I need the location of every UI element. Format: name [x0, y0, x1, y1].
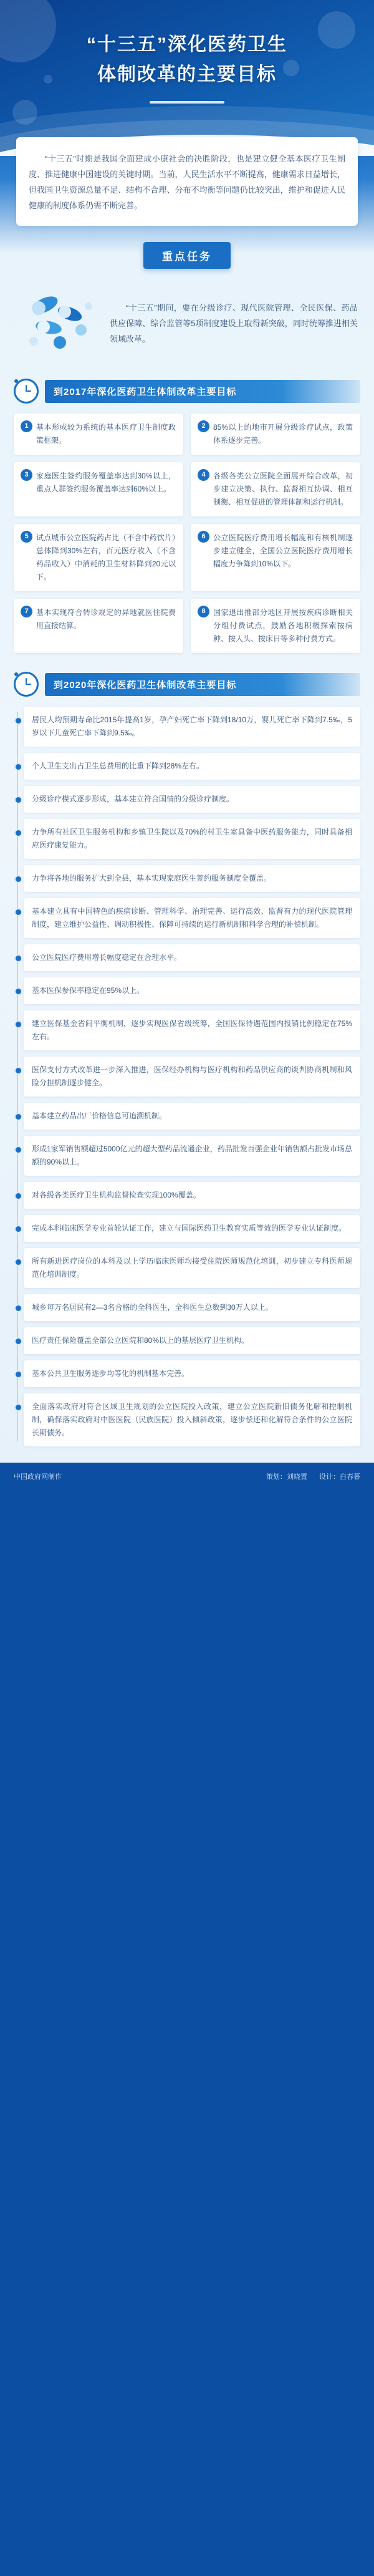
footer-design: 设计：白春暮	[319, 1473, 360, 1481]
goal-item	[14, 524, 183, 591]
goal-number: 7	[21, 606, 32, 617]
intro-paragraph: “十三五”时期是我国全面建成小康社会的决胜阶段，也是建立健全基本医疗卫生制度、推进健康中国建设的关键时期。当前，人民生活水平不断提高，健康需求日益增长，但我国卫生资源总量不足、结构不合理、分布不均衡等问题仍比较突出，维护和促进人民健康的制度体系仍需不断完善。	[29, 154, 345, 210]
goal-number: 8	[198, 606, 209, 617]
capsule-icon	[16, 289, 110, 357]
title-block	[0, 0, 374, 104]
clock-icon	[14, 672, 39, 697]
goal-item	[191, 599, 360, 653]
pill-section	[16, 281, 358, 360]
goal-number: 5	[21, 531, 32, 543]
list-item: 所有新进医疗岗位的本科及以上学历临床医师均接受住院医师规范化培训，初步建立专科医师规范化培训制度。	[24, 1248, 360, 1288]
goal-item	[14, 414, 183, 455]
list-item: 对各级各类医疗卫生机构监督检查实现100%覆盖。	[24, 1182, 360, 1209]
list-item: 医疗责任保险覆盖全部公立医院和80%以上的基层医疗卫生机构。	[24, 1327, 360, 1354]
list-item: 基本建立药品出厂价格信息可追溯机制。	[24, 1103, 360, 1130]
intro-card	[16, 137, 358, 226]
page-title-line1: “十三五”深化医药卫生	[87, 34, 287, 55]
goals-2017-grid	[14, 414, 360, 653]
section-header-2017	[0, 379, 374, 404]
goal-item	[191, 462, 360, 516]
footer-planning: 策划：刘晓置	[266, 1473, 307, 1481]
list-item: 形成1家军销售额超过5000亿元的超大型药品流通企业，药品批发百强企业年销售额占批发市场总额的90%以上。	[24, 1136, 360, 1176]
goal-number: 3	[21, 469, 32, 481]
goal-text: 各级各类公立医院全面展开综合改革，初步建立决策、执行、监督相互协调、相互制衡、相互促进的管理体制和运行机制。	[213, 472, 353, 506]
goal-number: 2	[198, 420, 209, 432]
list-item: 基本公共卫生服务逐步均等化的机制基本完善。	[24, 1360, 360, 1387]
list-item: 城乡每万名居民有2—3名合格的全科医生，全科医生总数到30万人以上。	[24, 1294, 360, 1321]
section-title-2020: 到2020年深化医药卫生体制改革主要目标	[45, 673, 360, 696]
goal-item	[191, 524, 360, 591]
list-item: 个人卫生支出占卫生总费用的比重下降到28%左右。	[24, 753, 360, 780]
list-item: 公立医院医疗费用增长幅度稳定在合理水平。	[24, 944, 360, 971]
list-item: 力争将各地的服务扩大到全县，基本实现家庭医生签约服务制度全覆盖。	[24, 865, 360, 892]
key-task-banner: 重点任务	[143, 242, 231, 269]
goal-text: 基本实现符合转诊规定的异地就医住院费用直接结算。	[36, 608, 176, 630]
list-item: 医保支付方式改革进一步深入推进，医保经办机构与医疗机构和药品供应商的谈判协商机制和风险分担机制逐步健全。	[24, 1057, 360, 1097]
list-item: 完成本科临床医学专业首轮认证工作，建立与国际医药卫生教育实质等效的医学专业认证制度。	[24, 1215, 360, 1242]
list-item: 基本建立具有中国特色的疾病诊断、管理科学、治理完善、运行高效、监督有力的现代医院管理制度，建立维护公益性、调动积极性、保障可持续的运行新机制和科学合理的补偿机制。	[24, 898, 360, 938]
goal-text: 试点城市公立医院药占比（不含中药饮片）总体降到30%左右，百元医疗收入（不含药品收入）中消耗的卫生材料降到20元以下。	[36, 533, 176, 581]
list-item: 建立医保基金省间平衡机制，逐步实现医保省级统筹，全国医保待遇范围内报销比例稳定在75%左右。	[24, 1010, 360, 1050]
goal-item	[191, 414, 360, 455]
list-item: 基本医保参保率稳定在95%以上。	[24, 977, 360, 1004]
goal-text: 85%以上的地市开展分级诊疗试点，政策体系逐步完善。	[213, 423, 353, 445]
clock-icon	[14, 379, 39, 404]
list-item: 力争所有社区卫生服务机构和乡镇卫生院以及70%的村卫生室具备中医药服务能力，同时具备相应医疗康复能力。	[24, 819, 360, 859]
footer-source: 中国政府网制作	[14, 1473, 62, 1481]
page-title-line2: 体制改革的主要目标	[97, 64, 277, 85]
goal-number: 1	[21, 420, 32, 432]
goal-item	[14, 462, 183, 516]
list-item: 分级诊疗模式逐步形成，基本建立符合国情的分级诊疗制度。	[24, 786, 360, 813]
page-footer	[0, 1463, 374, 1490]
goals-2020-list	[14, 707, 360, 1446]
goal-number: 4	[198, 469, 209, 481]
goal-item	[14, 599, 183, 653]
goal-text: 基本形成较为系统的基本医疗卫生制度政策框架。	[36, 423, 176, 445]
key-task-banner-wrap	[0, 242, 374, 269]
list-item: 居民人均预期寿命比2015年提高1岁，孕产妇死亡率下降到18/10万，婴儿死亡率下降到7.5‰，5岁以下儿童死亡率下降到9.5‰。	[24, 707, 360, 747]
capsule-illustration	[16, 289, 110, 357]
title-underline	[150, 101, 224, 104]
goal-number: 6	[198, 531, 209, 543]
page-header	[0, 0, 374, 156]
goal-text: 家庭医生签约服务覆盖率达到30%以上，重点人群签约服务覆盖率达到60%以上。	[36, 472, 176, 493]
goal-text: 公立医院医疗费用增长幅度和有核机制逐步建立健全，全国公立医院医疗费用增长幅度力争降到10%以下。	[213, 533, 353, 568]
list-item: 全面落实政府对符合区域卫生规划的公立医院投入政策，建立公立医院新旧债务化解和控制机制，确保落实政府对中医医院（民族医院）投入倾斜政策，逐步偿还和化解符合条件的公立医院长期债务。	[24, 1393, 360, 1446]
goal-text: 国家退出推部分地区开展按疾病诊断相关分组付费试点，鼓励各地积极探索按病种、按人头、按床日等多种付费方式。	[213, 608, 353, 643]
section-header-2020	[0, 672, 374, 697]
section-title-2017: 到2017年深化医药卫生体制改革主要目标	[45, 380, 360, 403]
pill-section-text: “十三五”期间，要在分级诊疗、现代医院管理、全民医保、药品供应保障、综合监管等5项制度建设上取得新突破，同时统筹推进相关领域改革。	[110, 303, 358, 344]
footer-credits	[256, 1471, 360, 1481]
